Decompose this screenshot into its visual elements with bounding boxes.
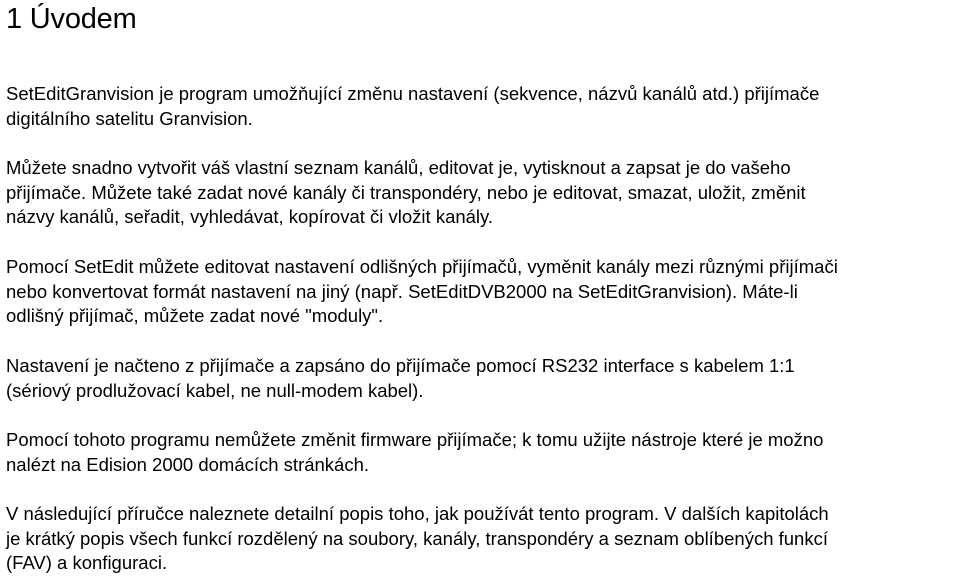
paragraph-line: Pomocí SetEdit můžete editovat nastavení odlišných přijímačů, vyměnit kanály mezi různými přijímači [6, 256, 838, 277]
paragraph-line: (sériový prodlužovací kabel, ne null-modem kabel). [6, 379, 424, 401]
paragraph-line: přijímače. Můžete také zadat nové kanály či transpondéry, nebo je editovat, smazat, uložit, změnit [6, 181, 806, 203]
paragraph-line: SetEditGranvision je program umožňující změnu nastavení (sekvence, názvů kanálů atd.) přijímače [6, 83, 820, 104]
paragraph-line: (FAV) a konfiguraci. [6, 552, 168, 574]
paragraph-line: odlišný přijímač, můžete zadat nové "moduly". [6, 305, 384, 327]
paragraph-line: V následující příručce naleznete detailní popis toho, jak používát tento program. V dalších kapitolách [6, 503, 829, 524]
paragraph-line: nebo konvertovat formát nastavení na jiný (např. SetEditDVB2000 na SetEditGranvision). Máte-li [6, 280, 798, 302]
paragraph-line: nalézt na Edision 2000 domácích stránkách. [6, 453, 370, 475]
section-heading: 1 Úvodem [6, 3, 137, 35]
paragraph-line: digitálního satelitu Granvision. [6, 107, 253, 129]
paragraph-line: Nastavení je načteno z přijímače a zapsáno do přijímače pomocí RS232 interface s kabelem 1:1 [6, 355, 795, 376]
paragraph-line: názvy kanálů, seřadit, vyhledávat, kopírovat či vložit kanály. [6, 206, 494, 228]
paragraph-manual-overview [6, 502, 829, 576]
paragraph-line: je krátký popis všech funkcí rozdělený na soubory, kanály, transpondéry a seznam oblíbených funkcí [6, 527, 828, 549]
paragraph-line: Můžete snadno vytvořit váš vlastní seznam kanálů, editovat je, vytisknout a zapsat je do vašeho [6, 157, 791, 178]
paragraph-intro [6, 82, 819, 131]
paragraph-firmware [6, 428, 823, 477]
paragraph-connection [6, 354, 795, 403]
paragraph-features [6, 156, 806, 230]
document-page [6, 0, 956, 574]
paragraph-conversion [6, 255, 838, 329]
paragraph-line: Pomocí tohoto programu nemůžete změnit firmware přijímače; k tomu užijte nástroje které je možno [6, 429, 824, 450]
